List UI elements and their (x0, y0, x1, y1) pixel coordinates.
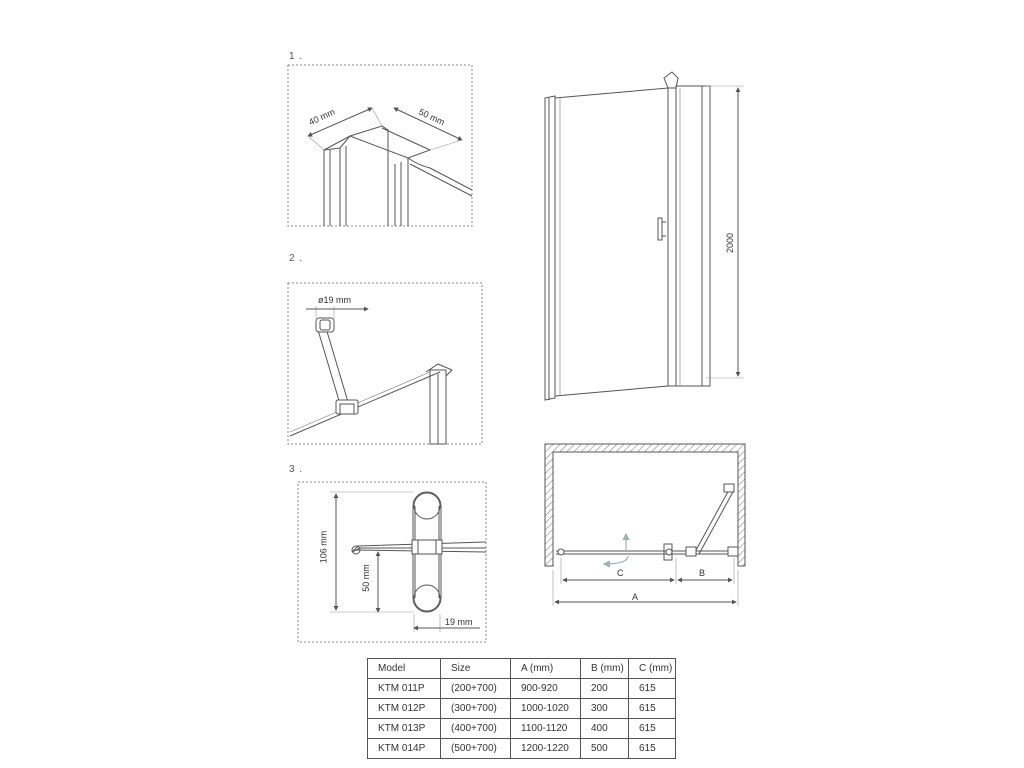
cell-c: 615 (629, 699, 676, 719)
dim-19mm-label: 19 mm (445, 617, 473, 627)
header-b: B (mm) (581, 659, 629, 679)
cell-model: KTM 013P (368, 719, 441, 739)
plan-label-c: C (617, 568, 624, 578)
cell-a: 900-920 (511, 679, 581, 699)
step-1-number: 1 . (289, 51, 304, 62)
cell-a: 1000-1020 (511, 699, 581, 719)
cell-model: KTM 011P (368, 679, 441, 699)
cell-c: 615 (629, 739, 676, 759)
plan-label-b: B (699, 568, 706, 578)
cell-c: 615 (629, 719, 676, 739)
table-row (368, 679, 676, 699)
table-row (368, 719, 676, 739)
cell-size: (400+700) (441, 719, 511, 739)
dim-19mm-diameter-label: ø19 mm (318, 295, 352, 305)
step-3-number: 3 . (289, 464, 304, 475)
cell-size: (300+700) (441, 699, 511, 719)
step-2-number: 2 . (289, 253, 304, 264)
dim-50mm-handle-label: 50 mm (360, 564, 371, 592)
spec-table (367, 658, 676, 759)
table-row (368, 699, 676, 719)
header-model: Model (368, 659, 441, 679)
plan-view (545, 444, 745, 606)
cell-a: 1200-1220 (511, 739, 581, 759)
header-size: Size (441, 659, 511, 679)
cell-b: 400 (581, 719, 629, 739)
table-header-row (368, 659, 676, 679)
dim-40mm-label: 40 mm (307, 106, 337, 128)
cell-c: 615 (629, 679, 676, 699)
dim-50mm-label: 50 mm (417, 106, 447, 128)
header-a: A (mm) (511, 659, 581, 679)
table-row (368, 739, 676, 759)
cell-size: (500+700) (441, 739, 511, 759)
cell-b: 300 (581, 699, 629, 719)
dim-height-label: 2000 (725, 232, 736, 254)
front-elevation (545, 72, 744, 400)
cell-model: KTM 012P (368, 699, 441, 719)
cell-size: (200+700) (441, 679, 511, 699)
detail-1-profile (288, 65, 472, 226)
cell-model: KTM 014P (368, 739, 441, 759)
cell-b: 200 (581, 679, 629, 699)
header-c: C (mm) (629, 659, 676, 679)
cell-b: 500 (581, 739, 629, 759)
plan-label-a: A (632, 592, 639, 602)
cell-a: 1100-1120 (511, 719, 581, 739)
detail-2-support-bar (288, 283, 482, 444)
dim-106mm-label: 106 mm (318, 530, 329, 564)
